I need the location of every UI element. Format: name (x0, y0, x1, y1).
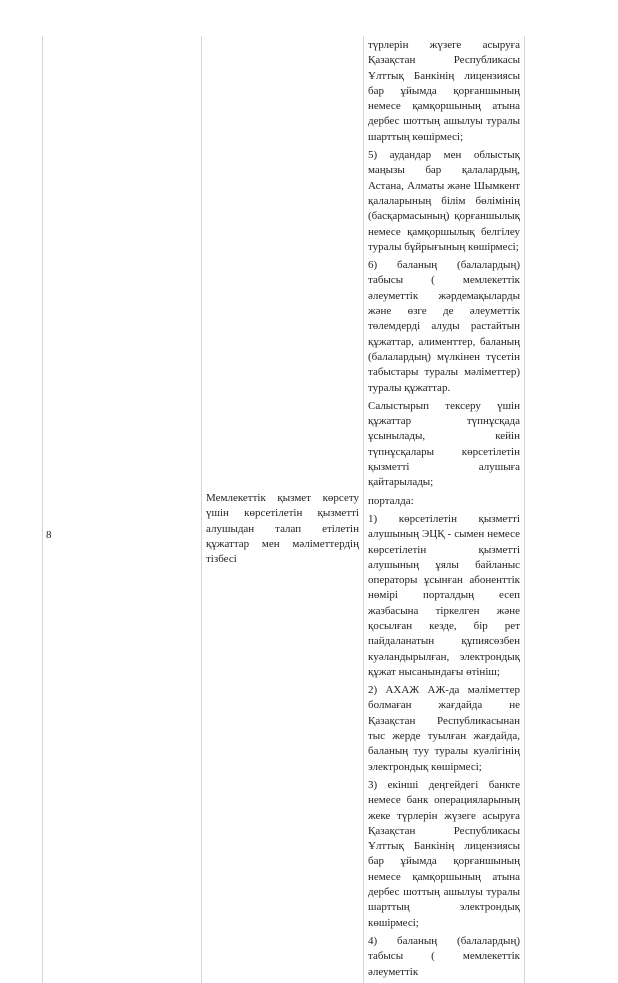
row-name: Мемлекеттік қызмет көрсету үшін көрсетілетін қызметті алушыдан талап етілетін құжаттар мен мәліметтердің тізбесі (206, 492, 359, 566)
paragraph: түрлерін жүзеге асыруға Қазақстан Республикасы Ұлттық Банкінің лицензиясы бар ұйымда қорғаншының немесе қамқоршының атына дербес шоттың ашылуы туралы шарттың көшірмесі; (368, 39, 520, 143)
paragraph: 6) баланың (балалардың) табысы ( мемлекеттік әлеуметтік жәрдемақыларды және өзге де әлеуметтік төлемдерді алуды растайтын құжаттар, алименттер, баланың (балалардың) мүлкінен түсетін табыстары туралы мәліметтер) туралы құжаттар. (368, 259, 520, 394)
services-table (42, 36, 525, 983)
row-name-cell (202, 36, 364, 983)
paragraph: 5) аудандар мен облыстық маңызы бар қалалардың, Астана, Алматы және Шымкент қалаларының білім бөлімінің (басқармасының) қорғаншылық немесе қамқоршылық белгілеу туралы бұйрығының көшірмесі; (368, 149, 520, 253)
paragraph: 1) көрсетілетін қызметті алушының ЭЦҚ - сымен немесе көрсетілетін қызметті алушының ұялы байланыс операторы ұсынған абоненттік нөмірі порталдың есеп жазбасына тіркелген және қосылған кезде, бір рет пайдаланатын құпиясөзбен куәландырылған, электрондық құжат нысанындағы өтініш; (368, 512, 520, 678)
row-content-cell (364, 36, 525, 983)
paragraph: 3) екінші деңгейдегі банкте немесе банк операцияларының жеке түрлерін жүзеге асыруға Қазақстан Республикасы Ұлттық Банкінің лицензиясы бар ұйымда қорғаншының немесе қамқоршының атына дербес шоттың ашылуы туралы шарттың электрондық көшірмесі; (368, 778, 520, 929)
paragraph: 4) баланың (балалардың) табысы ( мемлекеттік әлеуметтік (368, 934, 520, 978)
row-number-cell (43, 36, 202, 983)
table-row (43, 36, 525, 983)
paragraph: порталда: (368, 494, 414, 507)
row-number: 8 (46, 528, 52, 541)
paragraph: 2) АХАЖ АЖ-да мәліметтер болмаған жағдайда не Қазақстан Республикасынан тыс жерде туылған жағдайда, баланың туу туралы куәлігінің электрондық көшірмесі; (368, 684, 520, 773)
paragraph: Салыстырып тексеру үшін құжаттар түпнұсқада ұсынылады, кейін түпнұсқалары көрсетілетін қызметті алушыға қайтарылады; (368, 399, 520, 489)
